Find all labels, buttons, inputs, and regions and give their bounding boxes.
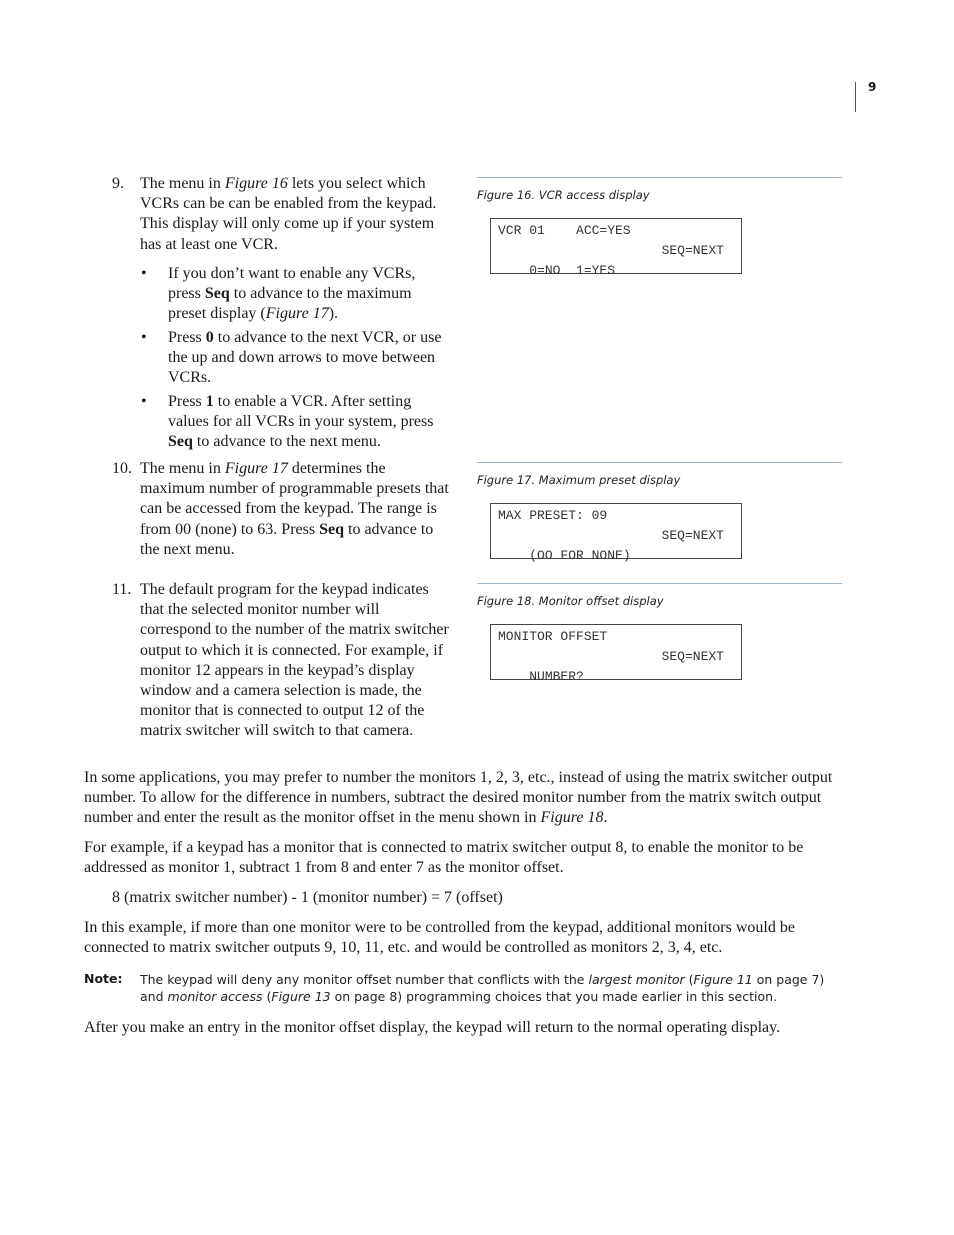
text-run: Press bbox=[168, 393, 206, 410]
figure-18-caption: Figure 18. Monitor offset display bbox=[477, 594, 664, 608]
text-run: ( bbox=[684, 972, 694, 987]
display-line-2-left: 0=NO 1=YES bbox=[529, 263, 616, 278]
text-run: In some applications, you may prefer to number the monitors 1, 2, 3, etc., instead of using the matrix switcher output number. To allow for the difference in numbers, subtract the desired monitor number from the matrix switch output number and enter the result as the monitor offset in the menu shown in bbox=[84, 769, 833, 827]
display-line-2-right: SEQ=NEXT bbox=[661, 243, 724, 258]
figure-rule bbox=[477, 177, 842, 178]
italic-run: Figure 11 bbox=[693, 972, 753, 987]
text-run: The menu in bbox=[140, 175, 225, 192]
figure-17-caption: Figure 17. Maximum preset display bbox=[477, 473, 681, 487]
text-run: If you don’t want to enable any VCRs, press bbox=[168, 265, 416, 303]
italic-run: Figure 16 bbox=[224, 175, 288, 192]
text-run: determines the maximum number of programmable presets that can be accessed from the keypad. The range is from 00 (none) to 63. Press bbox=[140, 460, 449, 538]
display-line-2-left: (OO FOR NONE) bbox=[529, 548, 631, 563]
step-9-text bbox=[140, 174, 450, 255]
display-line-2-left: NUMBER? bbox=[529, 669, 584, 684]
text-run: The default program for the keypad indicates that the selected monitor number will correspond to the number of the matrix switcher output to which it is connected. For example, if monitor 12 appears in the keypad’s display window and a camera selection is made, the monitor that is connected to output 12 of the matrix switcher will switch to that camera. bbox=[140, 581, 449, 740]
step-number: 9. bbox=[112, 175, 124, 192]
figure-rule bbox=[477, 462, 842, 463]
bold-run: Seq bbox=[168, 433, 193, 451]
bullet-dot: • bbox=[141, 265, 147, 282]
display-line-1: MAX PRESET: 09 bbox=[498, 508, 608, 523]
bullet-dot: • bbox=[141, 393, 147, 410]
text-run: ). bbox=[328, 305, 339, 323]
figure-16-caption: Figure 16. VCR access display bbox=[477, 188, 650, 202]
bullet-dot: • bbox=[141, 329, 147, 346]
display-line-2 bbox=[498, 526, 724, 563]
note-text bbox=[140, 971, 830, 1005]
step-10-text bbox=[140, 459, 450, 560]
bold-run: Seq bbox=[204, 285, 230, 303]
text-run: Press bbox=[168, 329, 206, 346]
text-run: . bbox=[603, 809, 608, 827]
text-run: lets you select which VCRs can be can be enabled from the keypad. This display will only come up if your system has at least one VCR. bbox=[140, 175, 437, 253]
bold-run: 1 bbox=[205, 393, 214, 410]
text-run: For example, if a keypad has a monitor that is connected to matrix switcher output 8, to enable the monitor to be addressed as monitor 1, subtract 1 from 8 and enter 7 as the monitor offset. bbox=[84, 839, 804, 877]
text-run: to advance to the next menu. bbox=[192, 433, 381, 451]
text-run: The menu in bbox=[140, 460, 225, 477]
step-11-text bbox=[140, 580, 450, 742]
italic-run: Figure 18 bbox=[540, 809, 604, 827]
figure-rule bbox=[477, 583, 842, 584]
text-run: on page 8) programming choices that you made earlier in this section. bbox=[330, 989, 778, 1004]
step-number: 10. bbox=[112, 460, 132, 477]
bullet-no-vcrs bbox=[168, 264, 443, 325]
text-run: to advance to the maximum preset display ( bbox=[168, 285, 412, 323]
text-run: After you make an entry in the monitor offset display, the keypad will return to the normal operating display. bbox=[84, 1019, 781, 1036]
display-line-2 bbox=[498, 647, 724, 684]
text-run: In this example, if more than one monitor were to be controlled from the keypad, additional monitors would be connected to matrix switcher outputs 9, 10, 11, etc. and would be controlled as monitors 2, 3, 4, etc. bbox=[84, 919, 795, 957]
display-line-1: VCR 01 ACC=YES bbox=[498, 223, 631, 238]
bullet-enable-vcr bbox=[168, 392, 443, 453]
paragraph-closing bbox=[84, 1018, 844, 1038]
display-line-2-right: SEQ=NEXT bbox=[661, 649, 724, 664]
step-number: 11. bbox=[112, 581, 132, 598]
page-header-rule bbox=[855, 82, 856, 112]
bold-run: Seq bbox=[319, 520, 344, 538]
text-run: to advance to the next VCR, or use the up and down arrows to move between VCRs. bbox=[168, 329, 442, 387]
bullet-next-vcr bbox=[168, 328, 443, 389]
text-run: to enable a VCR. After setting values for all VCRs in your system, press bbox=[168, 393, 434, 431]
text-run: 8 (matrix switcher number) - 1 (monitor number) = 7 (offset) bbox=[112, 889, 503, 906]
monitor-offset-display bbox=[490, 624, 742, 684]
note-label: Note: bbox=[84, 971, 123, 986]
page-number: 9 bbox=[868, 80, 877, 94]
vcr-access-display bbox=[490, 218, 742, 278]
text-run: ( bbox=[262, 989, 272, 1004]
paragraph-monitor-numbering bbox=[84, 768, 844, 829]
text-run: on page 7) and bbox=[140, 972, 825, 1004]
italic-run: monitor access bbox=[167, 989, 263, 1004]
italic-run: Figure 17 bbox=[265, 305, 329, 323]
paragraph-additional-monitors bbox=[84, 918, 844, 958]
display-line-1: MONITOR OFFSET bbox=[498, 629, 608, 644]
bold-run: 0 bbox=[205, 329, 214, 346]
display-line-2-right: SEQ=NEXT bbox=[661, 528, 724, 543]
italic-run: Figure 17 bbox=[224, 460, 288, 477]
italic-run: largest monitor bbox=[588, 972, 685, 987]
max-preset-display bbox=[490, 503, 742, 563]
offset-formula bbox=[112, 888, 872, 908]
text-run: The keypad will deny any monitor offset number that conflicts with the bbox=[140, 972, 589, 987]
display-line-2 bbox=[498, 241, 724, 278]
italic-run: Figure 13 bbox=[271, 989, 331, 1004]
text-run: to advance to the next menu. bbox=[140, 520, 434, 558]
paragraph-example bbox=[84, 838, 844, 878]
